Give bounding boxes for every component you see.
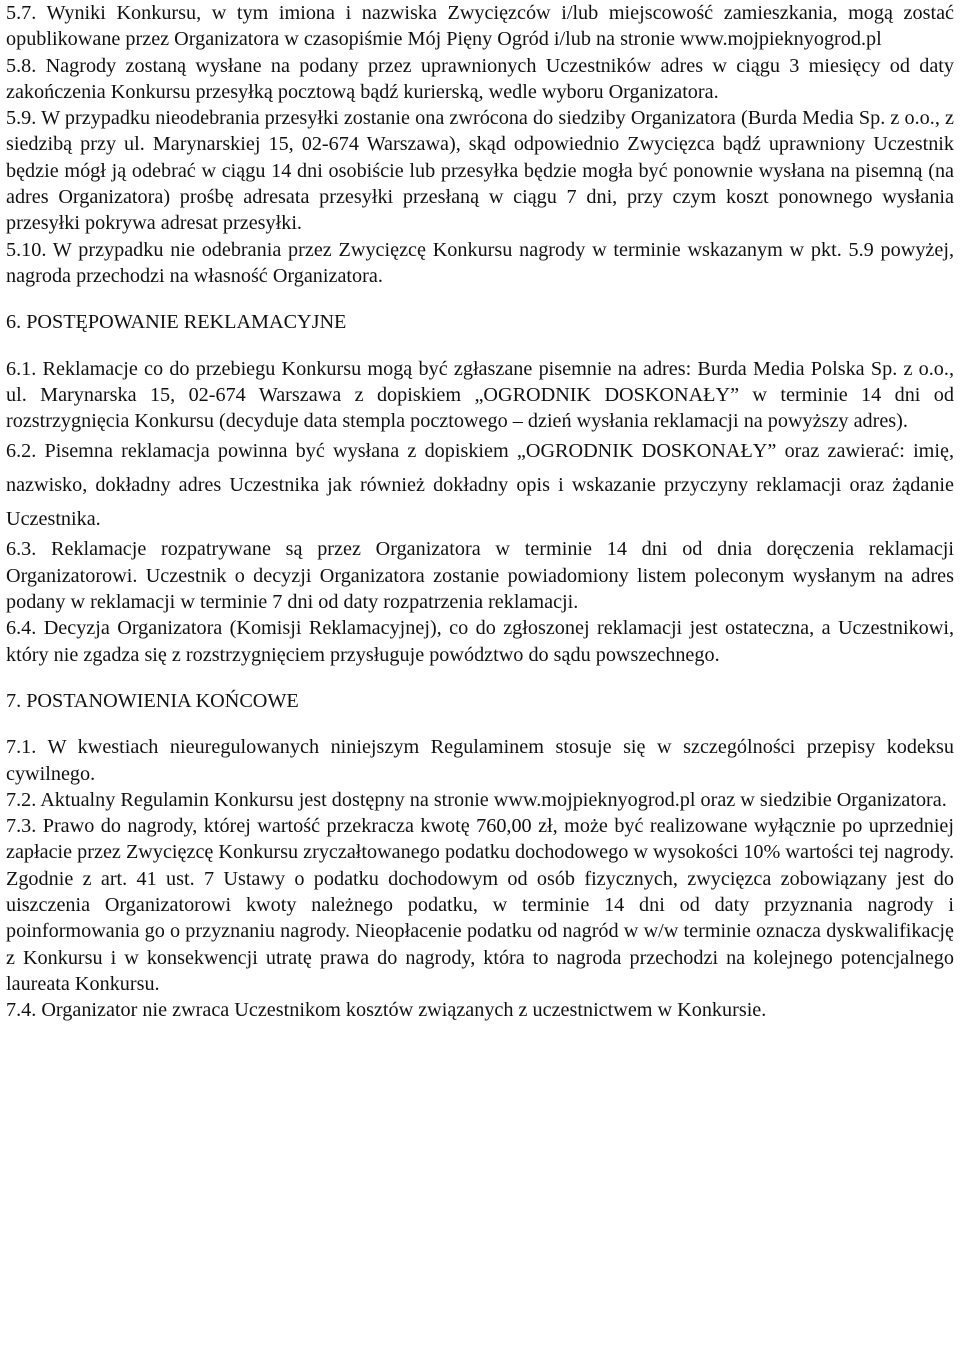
- paragraph-5-9: 5.9. W przypadku nieodebrania przesyłki zostanie ona zwrócona do siedziby Organizatora (Burda Media Sp. z o.o., z siedzibą przy ul. Marynarskiej 15, 02-674 Warszawa), skąd odpowiednio Zwycięzca bądź uprawniony Uczestnik będzie mógł ją odebrać w ciągu 14 dni osobiście lub przesyłka będzie mogła być ponownie wysłana na pisemną (na adres Organizatora) prośbę adresata przesyłki przesłaną w ciągu 7 dni, przy czym koszt ponownego wysłania przesyłki pokrywa adresat przesyłki.: [6, 107, 954, 235]
- paragraph-6-3: 6.3. Reklamacje rozpatrywane są przez Organizatora w terminie 14 dni od dnia doręczenia reklamacji Organizatorowi. Uczestnik o decyzji Organizatora zostanie powiadomiony listem poleconym wysłanym na adres podany w reklamacji w terminie 7 dni od daty rozpatrzenia reklamacji.: [6, 538, 954, 614]
- paragraph-6-2: 6.2. Pisemna reklamacja powinna być wysłana z dopiskiem „OGRODNIK DOSKONAŁY” oraz zawierać: imię, nazwisko, dokładny adres Uczestnika jak również dokładny opis i wskazanie przyczyny reklamacji oraz żądanie Uczestnika.: [6, 440, 954, 531]
- document-page: [6, 0, 954, 1024]
- paragraph-5-10: 5.10. W przypadku nie odebrania przez Zwycięzcę Konkursu nagrody w terminie wskazanym w pkt. 5.9 powyżej, nagroda przechodzi na własność Organizatora.: [6, 238, 954, 287]
- paragraph-5-7: 5.7. Wyniki Konkursu, w tym imiona i nazwiska Zwycięzców i/lub miejscowość zamieszkania, mogą zostać opublikowane przez Organizatora w czasopiśmie Mój Pięny Ogród i/lub na stronie www.mojpieknyogrod.pl: [6, 2, 954, 51]
- paragraph-6-4: 6.4. Decyzja Organizatora (Komisji Reklamacyjnej), co do zgłoszonej reklamacji jest ostateczna, a Uczestnikowi, który nie zgadza się z rozstrzygnięciem przysługuje powództwo do sądu powszechnego.: [6, 617, 954, 666]
- paragraph-7-2: 7.2. Aktualny Regulamin Konkursu jest dostępny na stronie www.mojpieknyogrod.pl oraz w siedzibie Organizatora.: [6, 788, 947, 811]
- paragraph-7-3: 7.3. Prawo do nagrody, której wartość przekracza kwotę 760,00 zł, może być realizowane wyłącznie po uprzedniej zapłacie przez Zwycięzcę Konkursu zryczałtowanego podatku dochodowego w wysokości 10% wartości tej nagrody. Zgodnie z art. 41 ust. 7 Ustawy o podatku dochodowym od osób fizycznych, zwycięzca zobowiązany jest do uiszczenia Organizatorowi kwoty należnego podatku, w terminie 14 dni od daty przyznania nagrody i poinformowania go o przyznaniu nagrody. Nieopłacenie podatku od nagród w w/w terminie oznacza dyskwalifikację z Konkursu i w konsekwencji utratę prawa do nagrody, która to nagroda przechodzi na kolejnego potencjalnego laureata Konkursu.: [6, 815, 954, 995]
- paragraph-7-4: 7.4. Organizator nie zwraca Uczestnikom kosztów związanych z uczestnictwem w Konkursie.: [6, 999, 767, 1022]
- section-heading-6: 6. POSTĘPOWANIE REKLAMACYJNE: [6, 311, 347, 334]
- section-heading-7: 7. POSTANOWIENIA KOŃCOWE: [6, 689, 299, 712]
- paragraph-5-8: 5.8. Nagrody zostaną wysłane na podany przez uprawnionych Uczestników adres w ciągu 3 miesięcy od daty zakończenia Konkursu przesyłką pocztową bądź kurierską, wedle wyboru Organizatora.: [6, 54, 954, 103]
- paragraph-6-1: 6.1. Reklamacje co do przebiegu Konkursu mogą być zgłaszane pisemnie na adres: Burda Media Polska Sp. z o.o., ul. Marynarska 15, 02-674 Warszawa z dopiskiem „OGRODNIK DOSKONAŁY” w terminie 14 dni od rozstrzygnięcia Konkursu (decyduje data stempla pocztowego – dzień wysłania reklamacji na powyższy adres).: [6, 357, 954, 433]
- paragraph-7-1: 7.1. W kwestiach nieuregulowanych niniejszym Regulaminem stosuje się w szczególności przepisy kodeksu cywilnego.: [6, 736, 954, 785]
